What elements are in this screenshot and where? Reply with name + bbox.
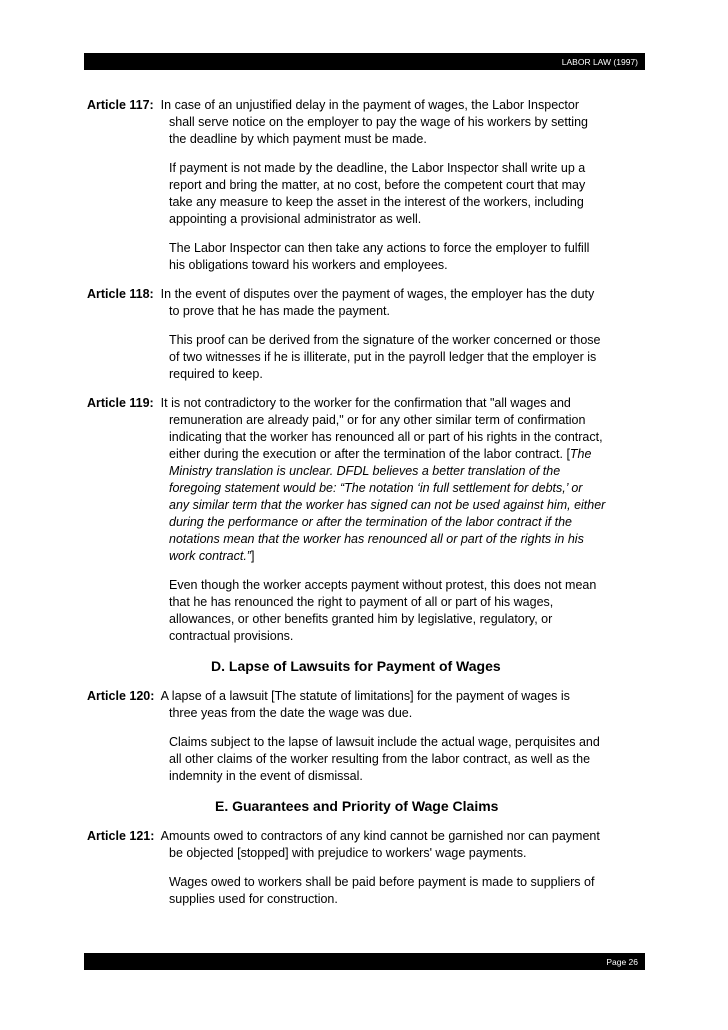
article-text: A lapse of a lawsuit [The statute of limitations] for the payment of wages is [160,689,570,703]
article-text: It is not contradictory to the worker for the confirmation that "all wages and [160,396,571,410]
article-label: Article 121 [87,829,151,843]
footer-bar [84,953,645,970]
article-121: Article 121: Amounts owed to contractors of any kind cannot be garnished nor can payment be objected [stopped] with prejudice to workers' wage payments. Wages owed to workers shall be paid before payment is made to suppliers of supplies used for construction. [87,828,647,908]
section-heading-d: D. Lapse of Lawsuits for Payment of Wages [211,658,501,674]
paragraph: The Labor Inspector can then take any actions to force the employer to fulfill his obligations toward his workers and employees. [169,241,590,272]
article-120: Article 120: A lapse of a lawsuit [The statute of limitations] for the payment of wages is three yeas from the date the wage was due. Claims subject to the lapse of lawsuit include the actual wage, perquisites and all other claims of the worker resulting from the labor contract, as well as the indemnity in the event of dismissal. [87,688,647,785]
paragraph: If payment is not made by the deadline, the Labor Inspector shall write up a report and bring the matter, at no cost, before the competent court that may take any measure to keep the asset in the interest of the workers, including appointing a provisional administrator as well. [169,161,586,226]
article-label: Article 120 [87,689,151,703]
article-label: Article 117 [87,98,150,112]
article-117: Article 117: In case of an unjustified delay in the payment of wages, the Labor Inspector shall serve notice on the employer to pay the wage of his workers by setting the deadline by which payment must be made. If payment is not made by the deadline, the Labor Inspector shall write up a report and bring the matter, at no cost, before the competent court that may take any measure to keep the asset in the interest of the workers, including appointing a provisional administrator as well. The Labor Inspector can then take any actions to force the employer to fulfill his obligations toward his workers and employees. [87,97,647,274]
paragraph: Claims subject to the lapse of lawsuit include the actual wage, perquisites and all other claims of the worker resulting from the labor contract, as well as the indemnity in the event of dismissal. [169,735,600,783]
article-label: Article 119 [87,396,150,410]
article-118: Article 118: In the event of disputes over the payment of wages, the employer has the duty to prove that he has made the payment. This proof can be derived from the signature of the worker concerned or those of two witnesses if he is illiterate, put in the payroll ledger that the employer is required to keep. [87,286,647,383]
article-text: shall serve notice on the employer to pay the wage of his workers by setting [169,115,588,129]
section-heading-e: E. Guarantees and Priority of Wage Claims [215,798,499,814]
article-label: Article 118 [87,287,150,301]
article-text: In the event of disputes over the payment of wages, the employer has the duty [160,287,595,301]
paragraph: Even though the worker accepts payment without protest, this does not mean that he has renounced the right to payment of all or part of his wages, allowances, or other benefits granted him by legislative, regulatory, or contractual provisions. [169,578,597,643]
paragraph: This proof can be derived from the signature of the worker concerned or those of two witnesses if he is illiterate, put in the payroll ledger that the employer is required to keep. [169,333,601,381]
article-text: indicating that the worker has renounced all or part of his rights in the contract, [169,430,603,444]
header-bar [84,53,645,70]
article-text: the deadline by which payment must be made. [169,132,427,146]
article-text: In case of an unjustified delay in the payment of wages, the Labor Inspector [160,98,579,112]
article-text: be objected [stopped] with prejudice to workers' wage payments. [169,846,527,860]
article-text: Amounts owed to contractors of any kind cannot be garnished nor can payment [160,829,600,843]
article-text: remuneration are already paid," or for any other similar term of confirmation [169,413,586,427]
page-number: Page 26 [606,957,638,967]
article-text: three yeas from the date the wage was due. [169,706,413,720]
paragraph: Wages owed to workers shall be paid before payment is made to suppliers of supplies used for construction. [169,875,595,906]
article-text: to prove that he has made the payment. [169,304,390,318]
article-119: Article 119: It is not contradictory to the worker for the confirmation that "all wages and remuneration are already paid," or for any other similar term of confirmation indicating that the worker has renounced all or part of his rights in the contract, either during the execution or after the termination of the labor contract. [The Ministry translation is unclear. DFDL believes a better translation of the foregoing statement would be: “The notation ‘in full settlement for debts,’ or any similar term that the worker has signed can not be used against him, either during the performance or after the termination of the labor contract if the notations mean that the worker has renounced all or part of the rights in his work contract.”] Even though the worker accepts payment without protest, this does not mean that he has renounced the right to payment of all or part of his wages, allowances, or other benefits granted him by legislative, regulatory, or contractual provisions. [87,395,647,645]
page-content [87,97,647,908]
header-title: LABOR LAW (1997) [561,57,638,67]
